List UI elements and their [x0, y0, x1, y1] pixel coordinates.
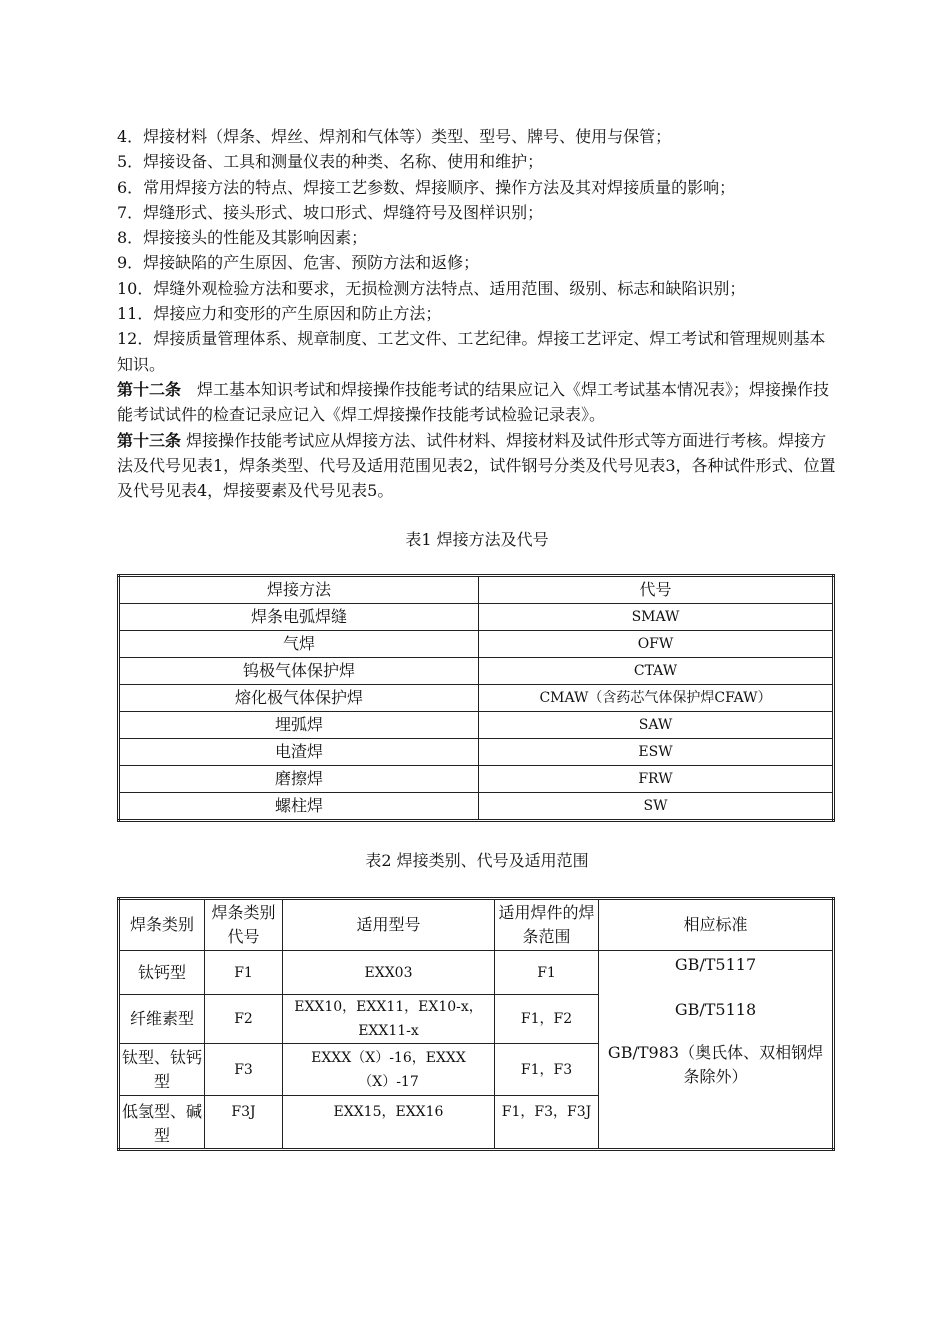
table-row: [119, 604, 834, 631]
article-13: [117, 428, 837, 504]
standard-text: GB/T5117: [674, 955, 757, 975]
category-code-cell: F3J: [205, 1096, 283, 1150]
table-header-row: [119, 899, 834, 951]
table-header-cell: 代号: [479, 576, 834, 604]
range-cell: F1: [495, 951, 599, 995]
table-header-cell: 适用型号: [283, 899, 495, 951]
code-cell: CTAW: [479, 658, 834, 685]
method-cell: 钨极气体保护焊: [119, 658, 479, 685]
table-row: [119, 793, 834, 821]
document-page: [117, 124, 837, 1151]
table-row: [119, 766, 834, 793]
table-row: [119, 658, 834, 685]
method-cell: 焊条电弧焊缝: [119, 604, 479, 631]
article-13-heading: 第十三条: [117, 430, 182, 450]
list-item: 4．焊接材料（焊条、焊丝、焊剂和气体等）类型、型号、牌号、使用与保管；: [117, 127, 672, 146]
category-cell: 钛钙型: [119, 951, 205, 995]
table-row: [119, 631, 834, 658]
article-12: [117, 377, 837, 428]
category-cell: 低氢型、碱型: [119, 1096, 205, 1150]
code-cell: OFW: [479, 631, 834, 658]
standard-text: GB/T5118: [674, 1000, 757, 1020]
model-cell: EXX03: [283, 951, 495, 995]
table-header-cell: 相应标准: [599, 899, 834, 951]
table-header-cell: 焊条类别: [119, 899, 205, 951]
table-row: [119, 739, 834, 766]
welding-method-table: [117, 574, 835, 822]
category-code-cell: F2: [205, 995, 283, 1044]
list-item: 6．常用焊接方法的特点、焊接工艺参数、焊接顺序、操作方法及其对焊接质量的影响；: [117, 177, 736, 197]
article-12-heading: 第十二条: [117, 379, 182, 399]
list-item: 10．焊缝外观检验方法和要求，无损检测方法特点、适用范围、级别、标志和缺陷识别；: [117, 278, 746, 298]
standard-text: GB/T983（奥氏体、双相钢焊条除外）: [607, 1043, 824, 1087]
table2-caption: 表2 焊接类别、代号及适用范围: [365, 851, 589, 871]
table-row: [119, 712, 834, 739]
standards-cell: [599, 951, 834, 1150]
code-cell: CMAW（含药芯气体保护焊CFAW）: [479, 685, 834, 712]
list-item: 8．焊接接头的性能及其影响因素；: [117, 228, 368, 248]
code-cell: SMAW: [479, 604, 834, 631]
method-cell: 螺柱焊: [119, 793, 479, 821]
list-item: 9．焊接缺陷的产生原因、危害、预防方法和返修；: [117, 253, 480, 273]
code-cell: FRW: [479, 766, 834, 793]
method-cell: 电渣焊: [119, 739, 479, 766]
model-cell: EXXX（X）-16，EXXX（X）-17: [283, 1044, 495, 1096]
category-code-cell: F1: [205, 951, 283, 995]
article-13-text: 焊接操作技能考试应从焊接方法、试件材料、焊接材料及试件形式等方面进行考核。焊接方法及代号见表1，焊条类型、代号及适用范围见表2，试件钢号分类及代号见表3，各种试件形式、位置及代号见表4，焊接要素及代号见表5。: [117, 430, 836, 501]
code-cell: SAW: [479, 712, 834, 739]
method-cell: 埋弧焊: [119, 712, 479, 739]
knowledge-list: [117, 124, 837, 377]
range-cell: F1，F3，F3J: [495, 1096, 599, 1150]
code-cell: SW: [479, 793, 834, 821]
range-cell: F1，F2: [495, 995, 599, 1044]
method-cell: 磨擦焊: [119, 766, 479, 793]
list-item: 11．焊接应力和变形的产生原因和防止方法；: [117, 304, 442, 324]
method-cell: 熔化极气体保护焊: [119, 685, 479, 712]
table-header-row: [119, 576, 834, 604]
model-cell: EXX10，EXX11，EX10-x，EXX11-x: [283, 995, 495, 1044]
table1-caption: 表1 焊接方法及代号: [405, 530, 549, 550]
code-cell: ESW: [479, 739, 834, 766]
article-12-text: 焊工基本知识考试和焊接操作技能考试的结果应记入《焊工考试基本情况表》；焊接操作技能考试试件的检查记录应记入《焊工焊接操作技能考试检验记录表》。: [117, 379, 830, 425]
table-header-cell: 焊接方法: [119, 576, 479, 604]
table-row: [119, 951, 834, 995]
list-item: 12．焊接质量管理体系、规章制度、工艺文件、工艺纪律。焊接工艺评定、焊工考试和管理规则基本知识。: [117, 329, 826, 374]
method-cell: 气焊: [119, 631, 479, 658]
category-cell: 钛型、钛钙型: [119, 1044, 205, 1096]
electrode-category-table: [117, 897, 835, 1151]
range-cell: F1，F3: [495, 1044, 599, 1096]
list-item: 5．焊接设备、工具和测量仪表的种类、名称、使用和维护；: [117, 152, 544, 172]
model-cell: EXX15，EXX16: [283, 1096, 495, 1150]
list-item: 7．焊缝形式、接头形式、坡口形式、焊缝符号及图样识别；: [117, 202, 544, 222]
table-header-cell: 焊条类别代号: [205, 899, 283, 951]
category-cell: 纤维素型: [119, 995, 205, 1044]
table-header-cell: 适用焊件的焊条范围: [495, 899, 599, 951]
category-code-cell: F3: [205, 1044, 283, 1096]
table-row: [119, 685, 834, 712]
